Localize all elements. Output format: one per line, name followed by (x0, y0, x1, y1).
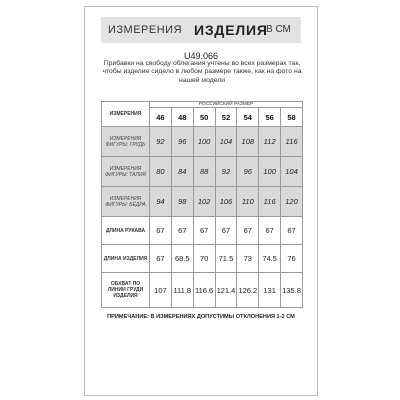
table-cell: 104 (281, 157, 303, 187)
russian-size-label: РОССИЙСКИЙ РАЗМЕР (150, 102, 303, 108)
table-cell: 111.8 (171, 273, 193, 308)
table-cell: 96 (171, 127, 193, 157)
table-cell: 92 (215, 157, 237, 187)
table-cell: 67 (259, 217, 281, 245)
table-cell: 116 (259, 187, 281, 217)
corner-label: ИЗМЕРЕНИЯ (102, 102, 150, 127)
table-cell: 67 (237, 217, 259, 245)
table-cell: 67 (171, 217, 193, 245)
size-header-cell: 52 (215, 108, 237, 127)
table-cell: 102 (193, 187, 215, 217)
table-row (102, 157, 303, 187)
row-label: ИЗМЕРЕНИЯ ФИГУРЫ: БЁДРА (102, 187, 150, 217)
table-cell: 88 (193, 157, 215, 187)
table-cell: 116 (281, 127, 303, 157)
table-cell: 74.5 (259, 245, 281, 273)
table-cell: 116.6 (193, 273, 215, 308)
table-cell: 96 (237, 157, 259, 187)
table-row (102, 187, 303, 217)
table-cell: 70 (193, 245, 215, 273)
table-row (102, 127, 303, 157)
size-header-cell: 50 (193, 108, 215, 127)
table-cell: 67 (215, 217, 237, 245)
product-code: U49.066 (183, 51, 219, 61)
size-header-cell: 54 (237, 108, 259, 127)
fit-description: Прибавки на свободу облегания учтены во всех размерах так, чтобы изделие сидело в любом размере также, как на фото на нашей модели (102, 60, 302, 84)
size-header-cell: 46 (150, 108, 172, 127)
title-banner (101, 17, 301, 43)
table-cell: 94 (150, 187, 172, 217)
row-label: ОБХВАТ ПО ЛИНИИ ГРУДИ ИЗДЕЛИЯ (102, 273, 150, 308)
table-cell: 68.5 (171, 245, 193, 273)
table-cell: 76 (281, 245, 303, 273)
row-label: ДЛИНА РУКАВА (102, 217, 150, 245)
table-cell: 67 (281, 217, 303, 245)
table-cell: 108 (237, 127, 259, 157)
table-cell: 71.5 (215, 245, 237, 273)
row-label: ДЛИНА ИЗДЕЛИЯ (102, 245, 150, 273)
size-table (101, 101, 303, 308)
table-cell: 135.8 (281, 273, 303, 308)
row-label: ИЗМЕРЕНИЯ ФИГУРЫ: ТАЛИЯ (102, 157, 150, 187)
title-units: В СМ (266, 24, 291, 35)
table-cell: 80 (150, 157, 172, 187)
table-row (102, 273, 303, 308)
table-cell: 98 (171, 187, 193, 217)
row-label: ИЗМЕРЕНИЯ ФИГУРЫ: ГРУДЬ (102, 127, 150, 157)
table-cell: 92 (150, 127, 172, 157)
table-cell: 107 (150, 273, 172, 308)
table-cell: 100 (259, 157, 281, 187)
table-cell: 131 (259, 273, 281, 308)
table-cell: 112 (259, 127, 281, 157)
table-cell: 104 (215, 127, 237, 157)
table-cell: 126.2 (237, 273, 259, 308)
table-cell: 121.4 (215, 273, 237, 308)
table-cell: 110 (237, 187, 259, 217)
title-product: ИЗДЕЛИЯ (194, 22, 268, 38)
table-row (102, 217, 303, 245)
table-cell: 67 (150, 245, 172, 273)
table-row (102, 245, 303, 273)
table-cell: 100 (193, 127, 215, 157)
table-cell: 67 (150, 217, 172, 245)
size-header-cell: 48 (171, 108, 193, 127)
size-chart-sheet (84, 6, 318, 396)
table-cell: 67 (193, 217, 215, 245)
size-header-cell: 56 (259, 108, 281, 127)
table-cell: 73 (237, 245, 259, 273)
table-cell: 84 (171, 157, 193, 187)
size-header-cell: 58 (281, 108, 303, 127)
title-measurements: ИЗМЕРЕНИЯ (108, 24, 183, 36)
table-cell: 106 (215, 187, 237, 217)
tolerance-note: ПРИМЕЧАНИЕ: В ИЗМЕРЕНИЯХ ДОПУСТИМЫ ОТКЛОНЕНИЯ 1-2 СМ (107, 314, 295, 320)
table-cell: 120 (281, 187, 303, 217)
